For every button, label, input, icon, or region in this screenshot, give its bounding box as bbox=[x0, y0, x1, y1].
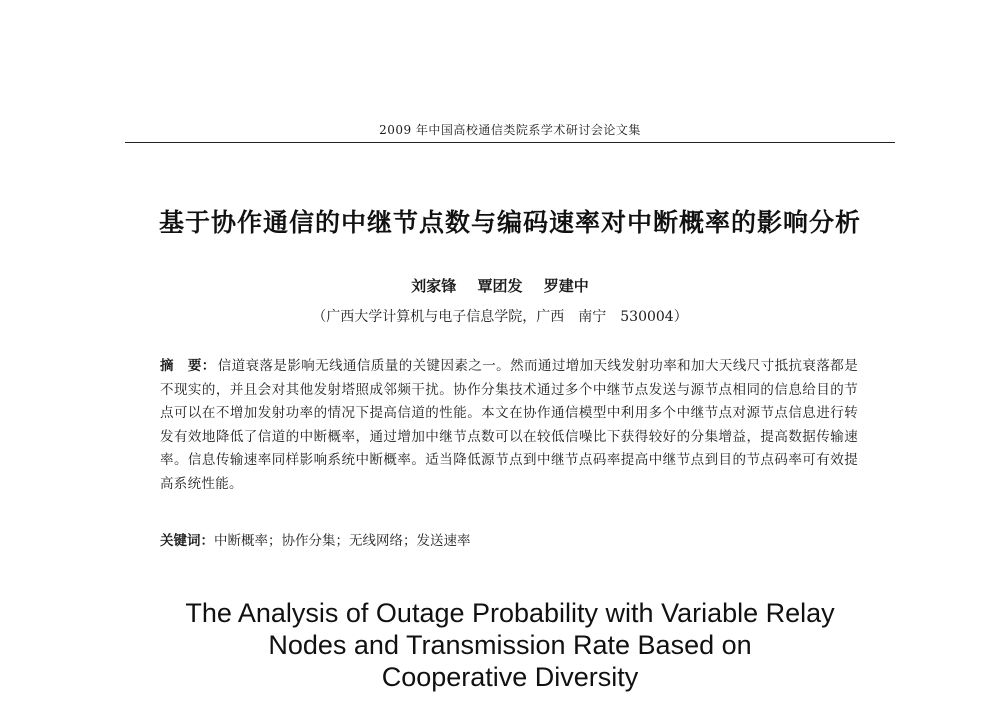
author-name: 覃团发 bbox=[477, 277, 523, 295]
abstract-text: 信道衰落是影响无线通信质量的关键因素之一。然而通过增加天线发射功率和加大天线尺寸抵抗衰落都是不现实的，并且会对其他发射塔照成邻频干扰。协作分集技术通过多个中继节点发送与源节点相同的信息给目的节点可以在不增加发射功率的情况下提高信道的性能。本文在协作通信模型中利用多个中继节点对源节点信息进行转发有效地降低了信道的中断概率，通过增加中继节点数可以在较低信噪比下获得较好的分集增益，提高数据传输速率。信息传输速率同样影响系统中断概率。适当降低源节点到中继节点码率提高中继节点到目的节点码率可有效提高系统性能。 bbox=[160, 358, 858, 492]
affiliation: （广西大学计算机与电子信息学院，广西 南宁 530004） bbox=[312, 309, 688, 325]
keywords-text: 中断概率；协作分集；无线网络；发送速率 bbox=[214, 533, 471, 549]
paper-title-english bbox=[130, 597, 890, 693]
paper-title-chinese: 基于协作通信的中继节点数与编码速率对中断概率的影响分析 bbox=[158, 208, 861, 237]
keywords-label: 关键词： bbox=[160, 533, 214, 549]
running-head: 2009 年中国高校通信类院系学术研讨会论文集 bbox=[379, 123, 641, 137]
author-list bbox=[200, 275, 800, 296]
author-name: 罗建中 bbox=[543, 277, 589, 295]
title-en-line: The Analysis of Outage Probability with Variable Relay bbox=[185, 598, 835, 628]
header-rule bbox=[125, 142, 895, 143]
title-en-line: Cooperative Diversity bbox=[381, 662, 639, 692]
author-name: 刘家锋 bbox=[411, 277, 457, 295]
abstract bbox=[160, 355, 858, 497]
keywords bbox=[160, 529, 858, 549]
abstract-label: 摘 要： bbox=[160, 358, 216, 374]
title-en-line: Nodes and Transmission Rate Based on bbox=[268, 630, 752, 660]
